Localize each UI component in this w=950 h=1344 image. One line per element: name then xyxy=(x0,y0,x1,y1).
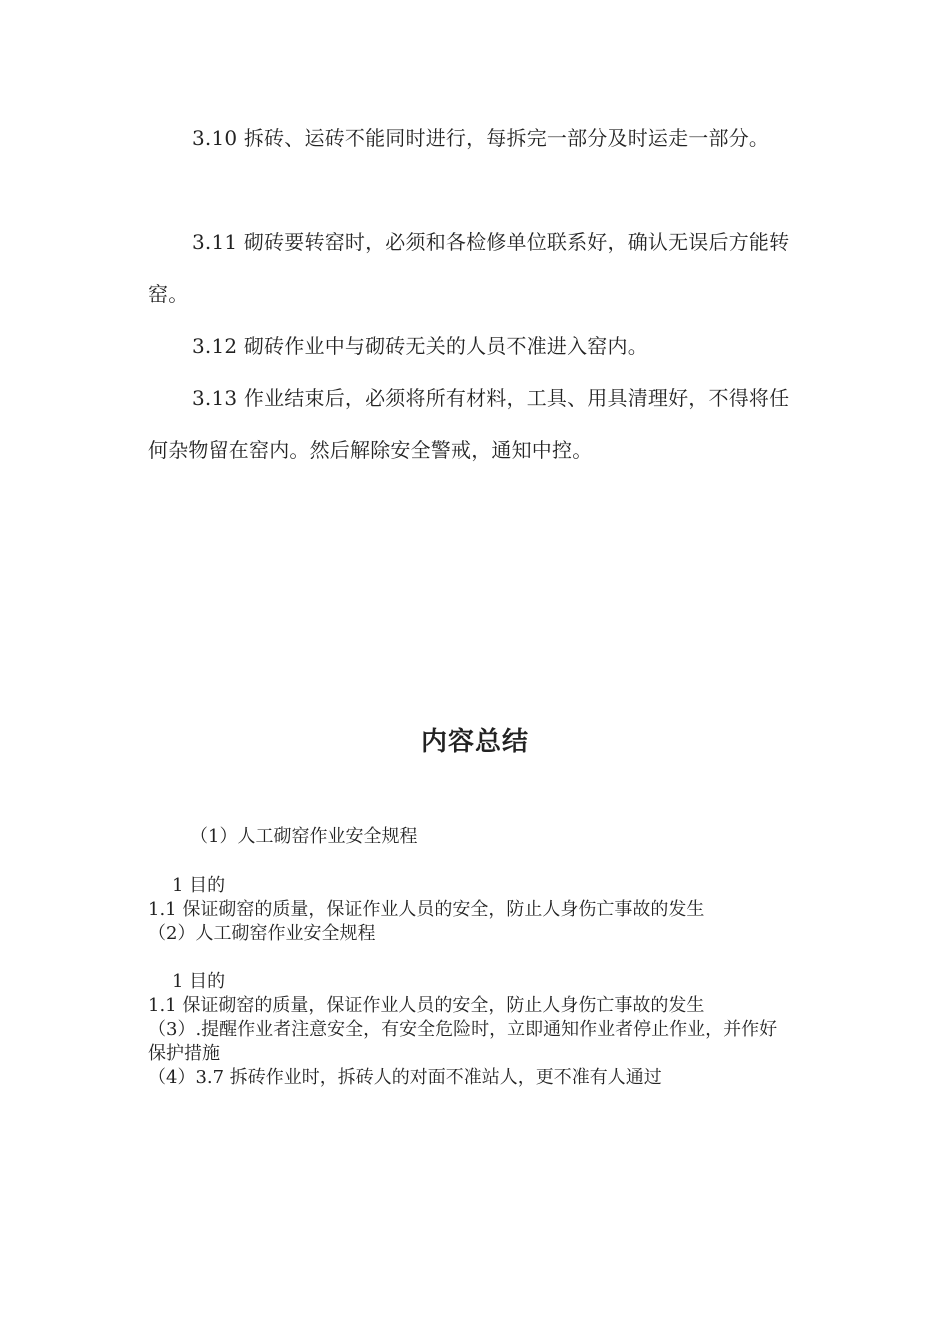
summary-line-6: 1.1 保证砌窑的质量，保证作业人员的安全，防止人身伤亡事故的发生 xyxy=(148,995,705,1016)
body-paragraph-3-13: 3.13 作业结束后，必须将所有材料，工具、用具清理好，不得将任何杂物留在窑内。然后解除安全警戒，通知中控。 xyxy=(148,386,790,462)
body-paragraph-3-11: 3.11 砌砖要转窑时，必须和各检修单位联系好，确认无误后方能转窑。 xyxy=(148,230,790,306)
summary-title: 内容总结 xyxy=(420,727,529,757)
summary-line-8: （4）3.7 拆砖作业时，拆砖人的对面不准站人，更不准有人通过 xyxy=(148,1067,662,1088)
summary-line-3: 1.1 保证砌窑的质量，保证作业人员的安全，防止人身伤亡事故的发生 xyxy=(148,899,705,920)
summary-line-1: （1）人工砌窑作业安全规程 xyxy=(190,826,418,847)
summary-line-2: 1 目的 xyxy=(172,875,226,896)
summary-line-7: （3）.提醒作业者注意安全，有安全危险时，立即通知作业者停止作业，并作好保护措施 xyxy=(148,1019,778,1064)
summary-line-4: （2）人工砌窑作业安全规程 xyxy=(148,923,376,944)
body-paragraph-3-12: 3.12 砌砖作业中与砌砖无关的人员不准进入窑内。 xyxy=(192,334,648,358)
summary-line-5: 1 目的 xyxy=(172,971,226,992)
body-paragraph-3-10: 3.10 拆砖、运砖不能同时进行，每拆完一部分及时运走一部分。 xyxy=(192,126,770,150)
